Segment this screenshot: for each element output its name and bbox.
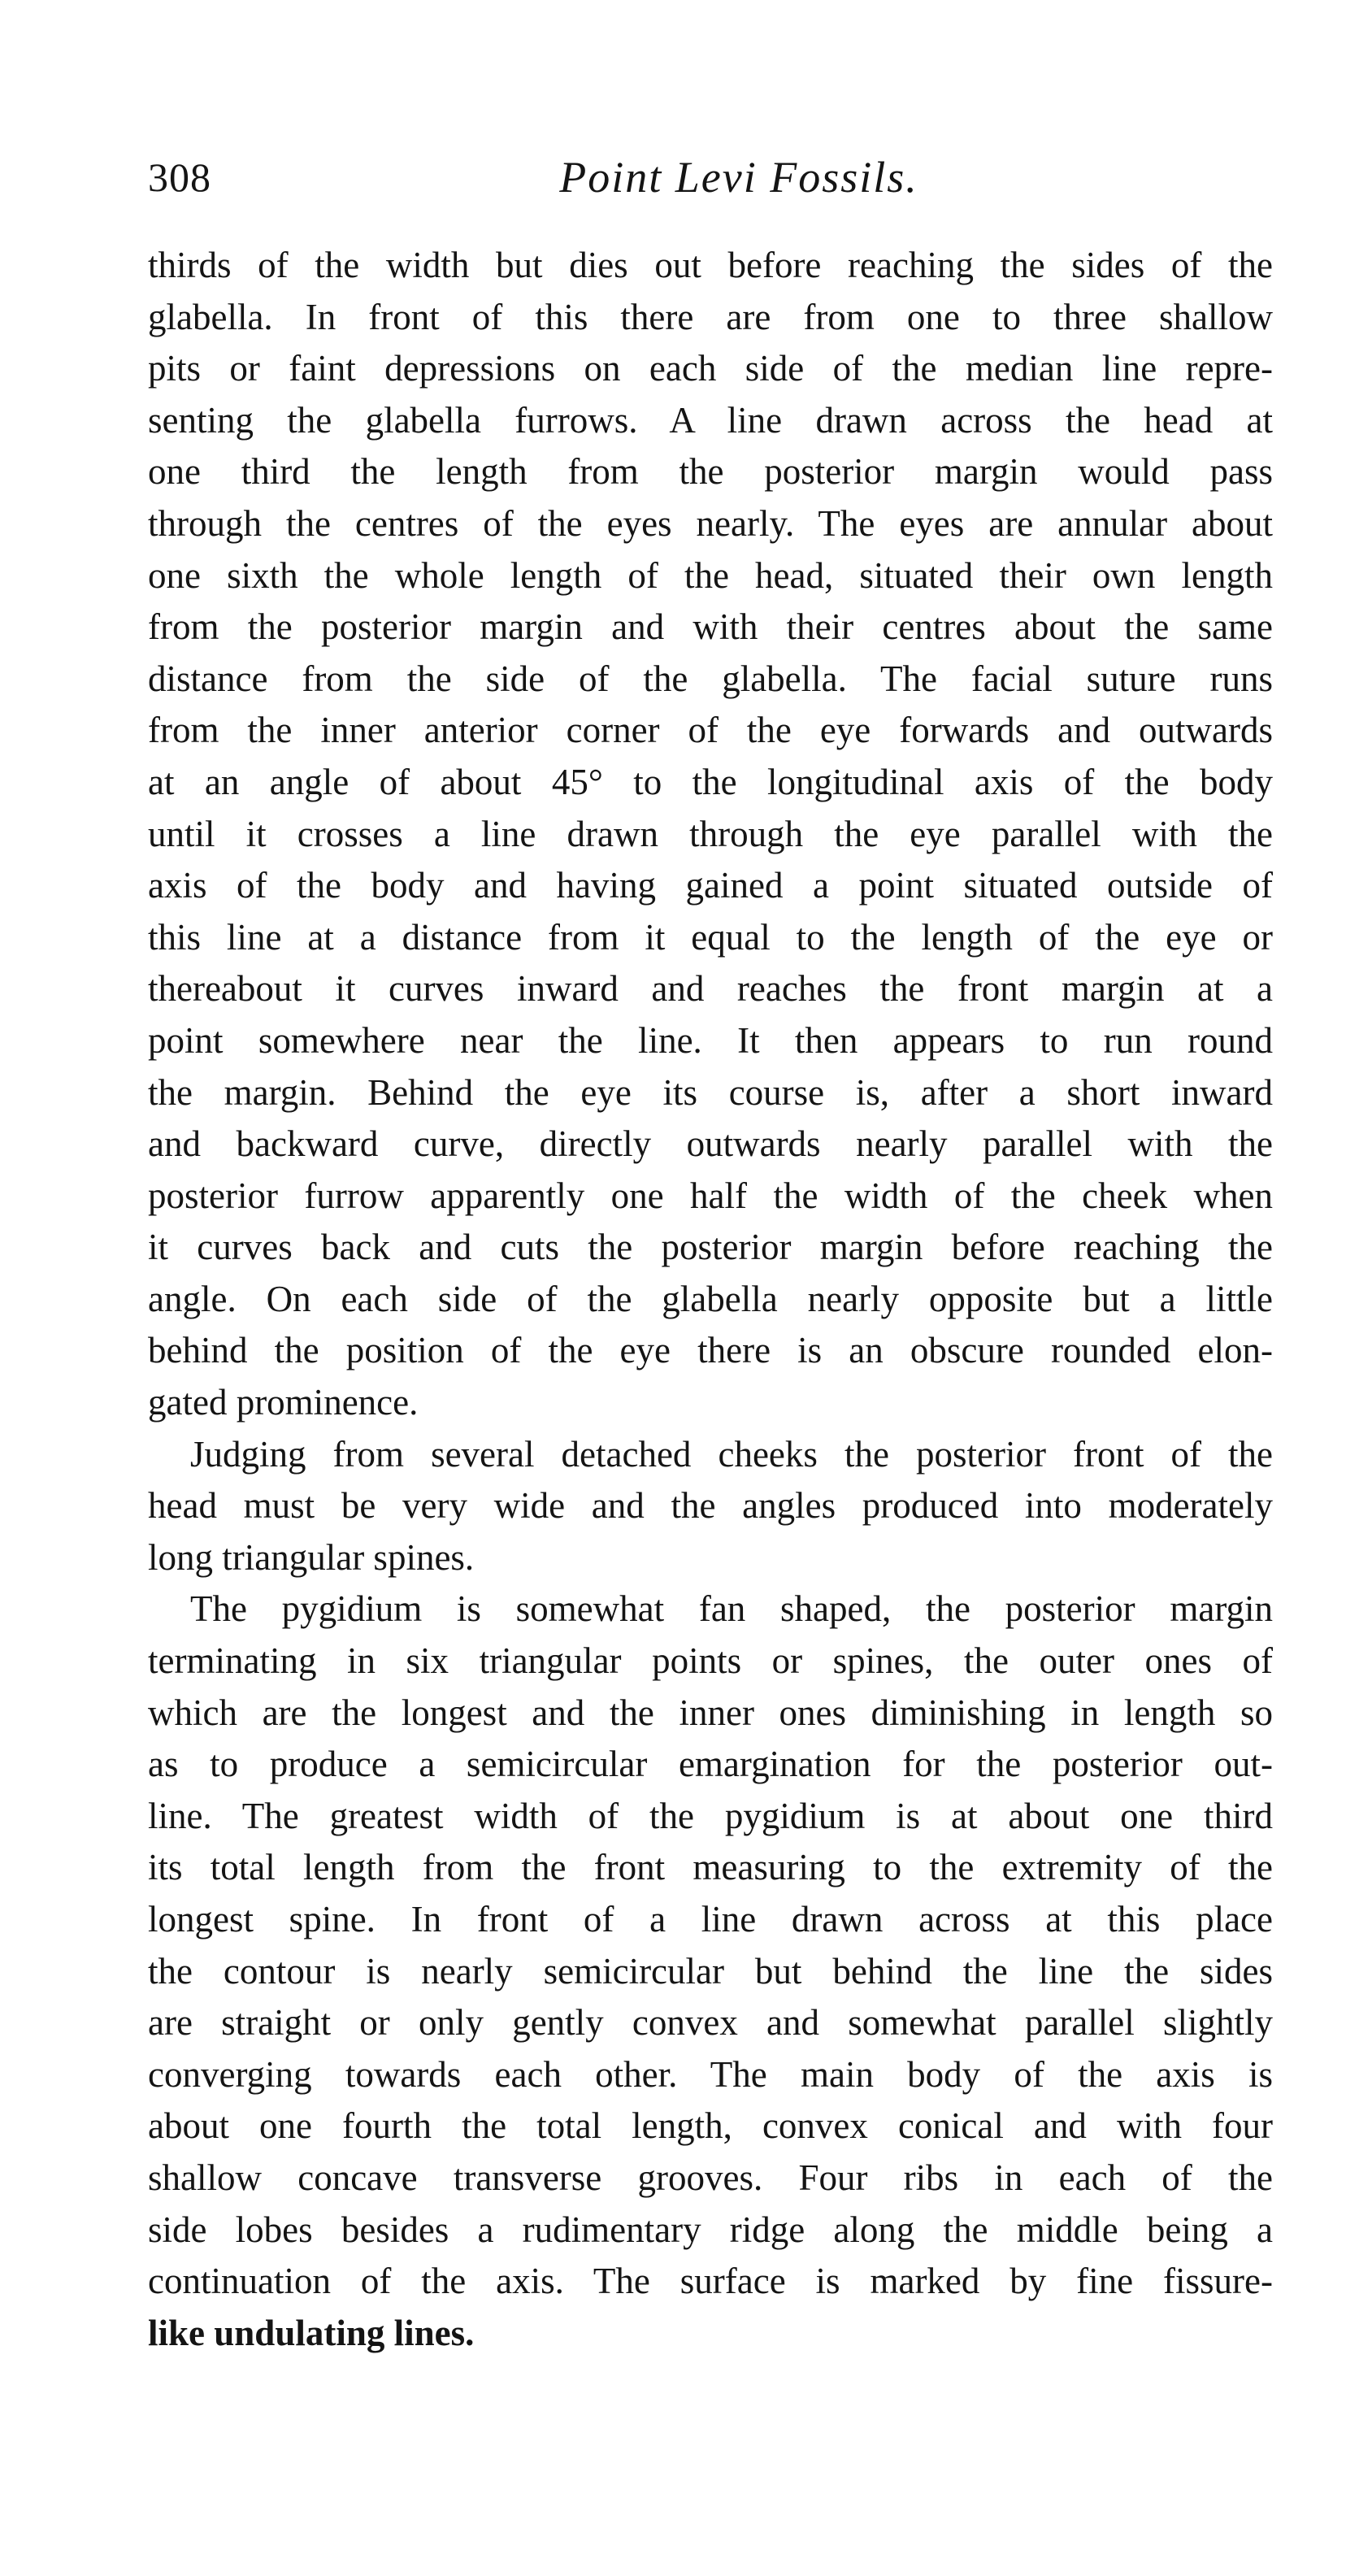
text-line: through the centres of the eyes nearly. The eyes are annular about — [148, 502, 1273, 544]
running-title: Point Levi Fossils. — [559, 153, 918, 202]
text-line: continuation of the axis. The surface is marked by fine fissure- — [148, 2261, 1273, 2302]
text-line: from the posterior margin and with their centres about the same — [148, 606, 1273, 648]
page-number: 308 — [148, 154, 211, 200]
text-line: line. The greatest width of the pygidium is at about one third — [148, 1795, 1273, 1836]
text-line: converging towards each other. The main body of the axis is — [148, 2053, 1273, 2095]
text-line: from the inner anterior corner of the eye forwards and outwards — [148, 710, 1273, 751]
text-line: behind the position of the eye there is an obscure rounded elon- — [148, 1330, 1273, 1371]
text-line: senting the glabella furrows. A line drawn across the head at — [148, 399, 1273, 441]
text-line: like undulating lines. — [148, 2312, 475, 2353]
text-line: the contour is nearly semicircular but behind the line the sides — [148, 1950, 1273, 1992]
text-line: one sixth the whole length of the head, situated their own length — [148, 554, 1273, 596]
running-head — [148, 145, 1273, 210]
paragraph — [148, 1429, 1273, 1584]
text-line: it curves back and cuts the posterior margin before reaching the — [148, 1227, 1273, 1268]
text-line: posterior furrow apparently one half the width of the cheek when — [148, 1175, 1273, 1216]
text-line: and backward curve, directly outwards nearly parallel with the — [148, 1123, 1273, 1165]
text-line: the margin. Behind the eye its course is, after a short inward — [148, 1071, 1273, 1113]
text-line: which are the longest and the inner ones diminishing in length so — [148, 1692, 1273, 1733]
text-line: point somewhere near the line. It then appears to run round — [148, 1019, 1273, 1061]
text-line: pits or faint depressions on each side of the median line repre- — [148, 348, 1273, 389]
text-line: its total length from the front measuring to the extremity of the — [148, 1847, 1273, 1888]
text-line: head must be very wide and the angles produced into moderately — [148, 1485, 1273, 1527]
text-line: thirds of the width but dies out before reaching the sides of the — [148, 245, 1273, 285]
text-line: terminating in six triangular points or spines, the outer ones of — [148, 1640, 1273, 1682]
text-line: long triangular spines. — [148, 1536, 475, 1578]
text-line: one third the length from the posterior margin would pass — [148, 451, 1273, 493]
text-line: until it crosses a line drawn through the eye parallel with the — [148, 813, 1273, 854]
text-line: are straight or only gently convex and somewhat parallel slightly — [148, 2002, 1273, 2044]
text-line: The pygidium is somewhat fan shaped, the posterior margin — [190, 1588, 1273, 1630]
text-line: thereabout it curves inward and reaches the front margin at a — [148, 968, 1273, 1010]
text-line: gated prominence. — [148, 1382, 419, 1423]
text-line: axis of the body and having gained a point situated outside of — [148, 865, 1273, 906]
text-line: angle. On each side of the glabella nearly opposite but a little — [148, 1278, 1273, 1319]
text-line: shallow concave transverse grooves. Four ribs in each of the — [148, 2157, 1273, 2198]
text-line: longest spine. In front of a line drawn across at this place — [148, 1899, 1273, 1940]
text-line: at an angle of about 45° to the longitudinal axis of the body — [148, 761, 1273, 802]
text-line: Judging from several detached cheeks the posterior front of the — [190, 1433, 1273, 1475]
paragraph — [148, 240, 1273, 1429]
text-line: about one fourth the total length, convex conical and with four — [148, 2105, 1273, 2147]
body-text — [148, 240, 1273, 2359]
paragraph — [148, 1583, 1273, 2359]
text-line: glabella. In front of this there are from one to three shallow — [148, 296, 1273, 337]
text-line: as to produce a semicircular emargination for the posterior out- — [148, 1744, 1273, 1785]
text-line: distance from the side of the glabella. The facial suture runs — [148, 658, 1273, 699]
text-line: side lobes besides a rudimentary ridge along the middle being a — [148, 2209, 1273, 2250]
text-line: this line at a distance from it equal to the length of the eye or — [148, 916, 1273, 958]
